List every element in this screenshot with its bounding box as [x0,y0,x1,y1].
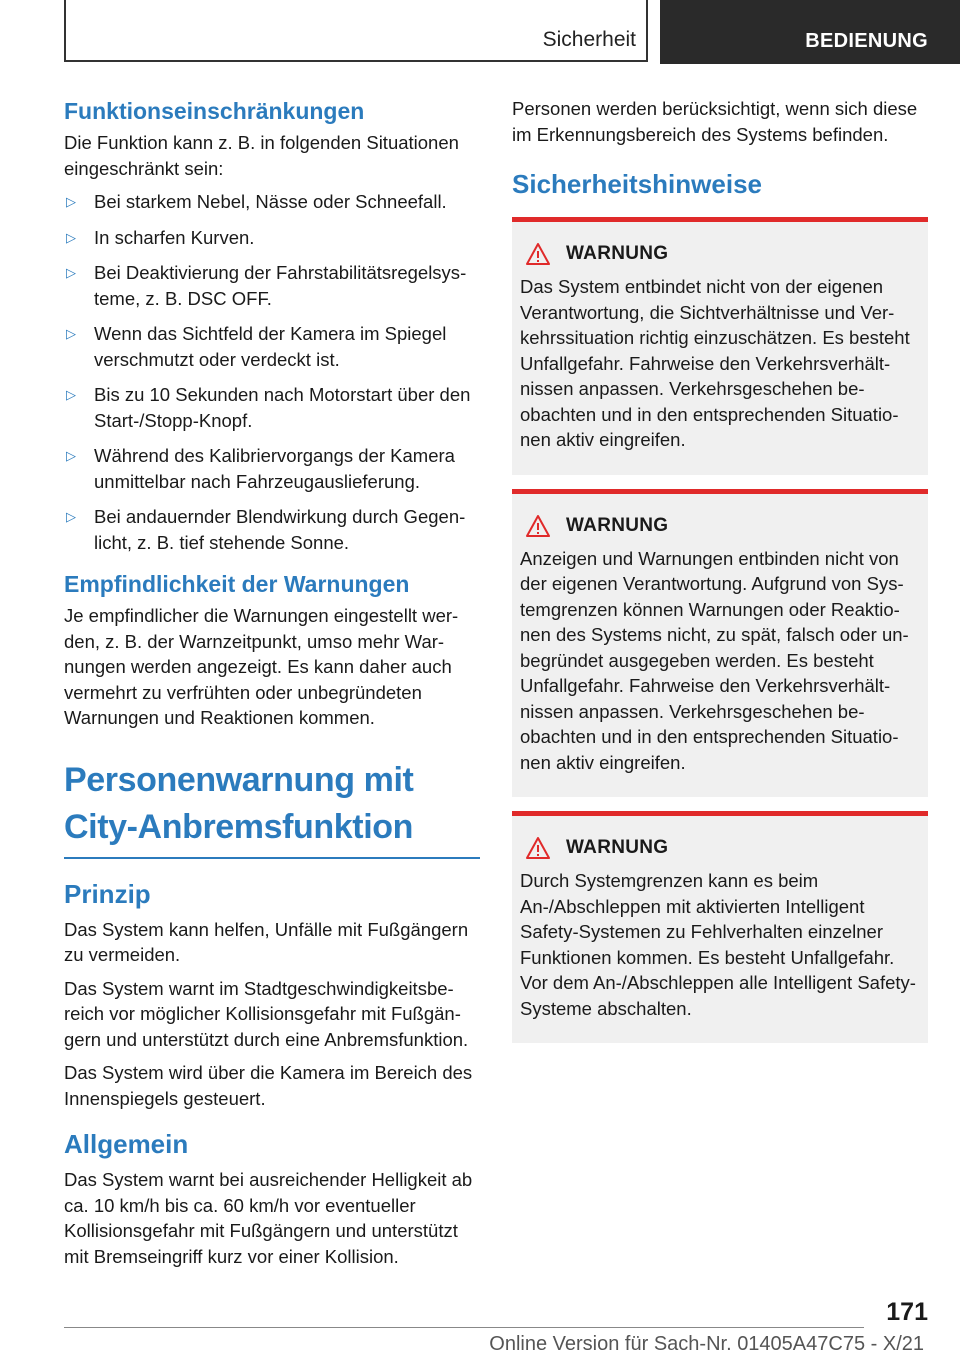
warning-text: Anzeigen und Warnungen entbinden nicht von der eigenen Verantwortung. Aufgrund von Systemgrenzen können Warnungen oder Reaktionen des Systems nicht, zu spät, falsch oder unbegründet ausgegeben werden. Es besteht Unfallgefahr. Fahrweise den Verkehrsverhältnissen anpassen. Verkehrsgeschehen beobachten und in den entsprechenden Situationen aktiv eingreifen. [520,547,909,773]
list-item: ▷ Bis zu 10 Sekunden nach Motorstart über den Start-/Stopp-Knopf. [66,384,471,431]
paragraph-allgemein: Das System warnt bei ausreichender Helligkeit ab ca. 10 km/h bis ca. 60 km/h vor eventueller Kollisionsgefahr mit Fußgängern und unterstützt mit Bremseingriff kurz vor einer Kollision. [64,1169,473,1267]
page-header [0,0,960,66]
heading-sicherheitshinweise: Sicherheitshinweise [512,169,762,199]
triangle-right-icon: ▷ [66,326,76,341]
triangle-right-icon: ▷ [66,509,76,524]
warning-box-1 [512,217,928,475]
warning-triangle-icon [526,514,550,538]
warning-text: Durch Systemgrenzen kann es beim An-/Abschleppen mit aktivierten Intelligent Safety-Systemen zu Fehlverhalten einzelner Funktionen kommen. Es besteht Unfallgefahr. Vor dem An-/Abschleppen alle Intelligent Safety-Systeme abschalten. [520,870,916,1019]
right-column [512,96,928,1057]
paragraph-intro: Personen werden berücksichtigt, wenn sich diese im Erkennungsbereich des Systems befinden. [512,98,918,145]
warning-text: Das System entbindet nicht von der eigenen Verantwortung, die Sichtverhältnisse und Verkehrssituation richtig einzuschätzen. Es besteht Unfallgefahr. Fahrweise den Verkehrsverhältnissen anpassen. Verkehrsgeschehen beobachten und in den entsprechenden Situationen aktiv eingreifen. [520,276,910,450]
heading-funktionseinschraenkungen: Funktionseinschränkungen [64,98,365,124]
triangle-right-icon: ▷ [66,448,76,463]
list-item: ▷ Während des Kalibriervorgangs der Kamera unmittelbar nach Fahrzeugauslieferung. [66,445,455,492]
footer-online-version: Online Version für Sach-Nr. 01405A47C75 - X/21 [489,1333,924,1355]
chapter-title: Personenwarnung mit City-Anbremsfunktion [64,760,414,846]
heading-allgemein: Allgemein [64,1129,189,1159]
paragraph-prinzip-2: Das System warnt im Stadtgeschwindigkeitsbereich vor möglicher Kollisionsgefahr mit Fußgängern und unterstützt durch eine Anbremsfunktion. [64,977,469,1050]
page-number: 171 [886,1298,928,1326]
header-section-title: Sicherheit [542,28,636,51]
warning-box-3 [512,811,928,1043]
paragraph-funktion: Die Funktion kann z. B. in folgenden Situationen eingeschränkt sein: [64,132,459,179]
paragraph-prinzip-3: Das System wird über die Kamera im Bereich des Innenspiegels gesteuert. [64,1062,473,1109]
left-column [64,96,480,1277]
triangle-right-icon: ▷ [66,229,76,245]
chapter-title-rule [64,857,480,859]
list-item: ▷ Wenn das Sichtfeld der Kamera im Spiegel verschmutzt oder verdeckt ist. [66,323,447,370]
triangle-right-icon: ▷ [66,387,76,402]
warning-triangle-icon [526,836,550,860]
triangle-right-icon: ▷ [66,194,76,209]
header-chapter-tab: BEDIENUNG [660,0,960,64]
list-item: ▷ Bei Deaktivierung der Fahrstabilitätsregelsysteme, z. B. DSC OFF. [66,262,467,309]
bullet-list-limitations [64,189,480,555]
paragraph-prinzip-1: Das System kann helfen, Unfälle mit Fußgängern zu vermeiden. [64,918,469,965]
list-item: ▷ Bei starkem Nebel, Nässe oder Schneefall. [64,189,480,215]
footer-rule [64,1327,864,1328]
warning-triangle-icon [526,242,550,266]
heading-empfindlichkeit: Empfindlichkeit der Warnungen [64,571,410,597]
warning-box-2 [512,489,928,798]
warning-title: WARNUNG [566,837,669,858]
warning-title: WARNUNG [566,514,669,536]
heading-prinzip: Prinzip [64,878,151,909]
list-item: ▷ In scharfen Kurven. [64,225,480,251]
warning-title: WARNUNG [566,243,669,264]
paragraph-empfindlichkeit: Je empfindlicher die Warnungen eingestellt werden, z. B. der Warnzeitpunkt, umso mehr Warnungen werden angezeigt. Es kann daher auch vermehrt zu verfrühten oder unbegründeten Warnungen und Reaktionen kommen. [64,605,459,728]
list-item: ▷ Bei andauernder Blendwirkung durch Gegenlicht, z. B. tief stehende Sonne. [66,506,466,553]
triangle-right-icon: ▷ [66,265,76,280]
